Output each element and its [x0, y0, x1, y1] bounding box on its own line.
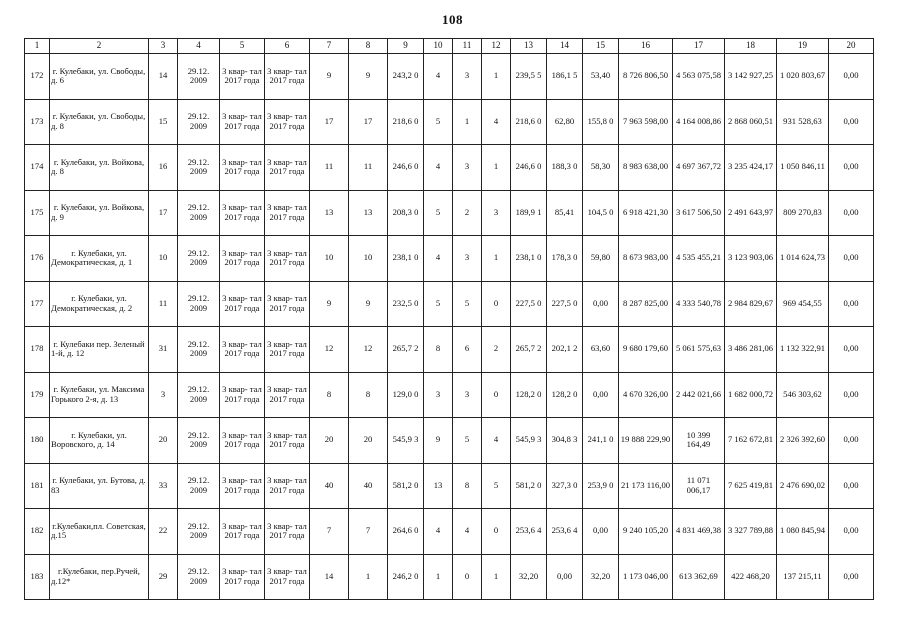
cell-n: 175: [25, 190, 50, 236]
cell-c11: 2: [453, 190, 482, 236]
cell-c17: 4 333 540,78: [673, 281, 725, 327]
cell-c19: 969 454,55: [777, 281, 829, 327]
cell-c13: 227,5 0: [511, 281, 547, 327]
cell-c3: 10: [149, 236, 178, 282]
cell-c17: 4 831 469,38: [673, 509, 725, 555]
cell-c13: 545,9 3: [511, 418, 547, 464]
cell-q1: 3 квар- тал 2017 года: [220, 554, 265, 600]
cell-c9: 232,5 0: [388, 281, 424, 327]
column-header-3: 3: [149, 39, 178, 54]
cell-c14: 327,3 0: [547, 463, 583, 509]
cell-n: 178: [25, 327, 50, 373]
cell-c8: 9: [349, 54, 388, 100]
cell-c8: 12: [349, 327, 388, 373]
table-row: [25, 372, 874, 418]
cell-c8: 20: [349, 418, 388, 464]
cell-q1: 3 квар- тал 2017 года: [220, 145, 265, 191]
cell-n: 182: [25, 509, 50, 555]
cell-c18: 422 468,20: [725, 554, 777, 600]
table-row: [25, 54, 874, 100]
cell-c20: 0,00: [829, 99, 874, 145]
cell-c14: 62,80: [547, 99, 583, 145]
cell-c18: 3 235 424,17: [725, 145, 777, 191]
cell-c12: 1: [482, 554, 511, 600]
cell-date: 29.12. 2009: [178, 509, 220, 555]
column-header-13: 13: [511, 39, 547, 54]
cell-c17: 613 362,69: [673, 554, 725, 600]
cell-c7: 8: [310, 372, 349, 418]
cell-n: 174: [25, 145, 50, 191]
cell-c14: 253,6 4: [547, 509, 583, 555]
cell-c14: 202,1 2: [547, 327, 583, 373]
cell-address: г. Кулебаки, ул. Войкова, д. 9: [50, 190, 149, 236]
cell-c10: 4: [424, 509, 453, 555]
cell-c7: 9: [310, 54, 349, 100]
table-row: [25, 281, 874, 327]
cell-c18: 2 868 060,51: [725, 99, 777, 145]
cell-n: 176: [25, 236, 50, 282]
cell-c18: 3 327 789,88: [725, 509, 777, 555]
cell-c18: 2 491 643,97: [725, 190, 777, 236]
table-row: [25, 327, 874, 373]
cell-c13: 265,7 2: [511, 327, 547, 373]
cell-c16: 8 726 806,50: [619, 54, 673, 100]
table-row: [25, 418, 874, 464]
cell-c10: 5: [424, 190, 453, 236]
cell-c11: 5: [453, 281, 482, 327]
column-header-18: 18: [725, 39, 777, 54]
cell-c8: 40: [349, 463, 388, 509]
cell-c9: 265,7 2: [388, 327, 424, 373]
cell-q2: 3 квар- тал 2017 года: [265, 372, 310, 418]
cell-c18: 7 625 419,81: [725, 463, 777, 509]
cell-c12: 5: [482, 463, 511, 509]
cell-q1: 3 квар- тал 2017 года: [220, 54, 265, 100]
cell-q2: 3 квар- тал 2017 года: [265, 327, 310, 373]
cell-c15: 253,9 0: [583, 463, 619, 509]
cell-c7: 9: [310, 281, 349, 327]
cell-c13: 32,20: [511, 554, 547, 600]
cell-address: г. Кулебаки, ул. Максима Горького 2-я, д. 13: [50, 372, 149, 418]
cell-address: г. Кулебаки, ул. Свободы, д. 8: [50, 99, 149, 145]
cell-c13: 238,1 0: [511, 236, 547, 282]
cell-c16: 8 983 638,00: [619, 145, 673, 191]
cell-c20: 0,00: [829, 190, 874, 236]
column-header-17: 17: [673, 39, 725, 54]
cell-c19: 1 014 624,73: [777, 236, 829, 282]
cell-address: г. Кулебаки, ул. Войкова, д. 8: [50, 145, 149, 191]
cell-c14: 186,1 5: [547, 54, 583, 100]
cell-c12: 2: [482, 327, 511, 373]
cell-c9: 246,6 0: [388, 145, 424, 191]
cell-c8: 17: [349, 99, 388, 145]
column-header-14: 14: [547, 39, 583, 54]
cell-c18: 1 682 000,72: [725, 372, 777, 418]
cell-q1: 3 квар- тал 2017 года: [220, 236, 265, 282]
cell-c11: 3: [453, 54, 482, 100]
column-header-9: 9: [388, 39, 424, 54]
cell-c16: 4 670 326,00: [619, 372, 673, 418]
cell-c10: 4: [424, 145, 453, 191]
cell-address: г.Кулебаки,пл. Советская, д.15: [50, 509, 149, 555]
table-row: [25, 145, 874, 191]
cell-q1: 3 квар- тал 2017 года: [220, 327, 265, 373]
cell-c9: 238,1 0: [388, 236, 424, 282]
cell-c8: 9: [349, 281, 388, 327]
cell-c15: 155,8 0: [583, 99, 619, 145]
page-number: 108: [442, 12, 463, 27]
cell-c20: 0,00: [829, 463, 874, 509]
column-header-1: 1: [25, 39, 50, 54]
table-row: [25, 190, 874, 236]
cell-c10: 3: [424, 372, 453, 418]
cell-c10: 5: [424, 281, 453, 327]
cell-q2: 3 квар- тал 2017 года: [265, 554, 310, 600]
cell-c11: 0: [453, 554, 482, 600]
cell-c8: 10: [349, 236, 388, 282]
cell-date: 29.12. 2009: [178, 463, 220, 509]
cell-c9: 208,3 0: [388, 190, 424, 236]
cell-c16: 7 963 598,00: [619, 99, 673, 145]
cell-c17: 4 697 367,72: [673, 145, 725, 191]
cell-c8: 7: [349, 509, 388, 555]
cell-c19: 137 215,11: [777, 554, 829, 600]
cell-c11: 6: [453, 327, 482, 373]
column-header-19: 19: [777, 39, 829, 54]
cell-n: 181: [25, 463, 50, 509]
cell-c7: 17: [310, 99, 349, 145]
cell-c14: 128,2 0: [547, 372, 583, 418]
cell-c3: 22: [149, 509, 178, 555]
cell-c13: 253,6 4: [511, 509, 547, 555]
cell-date: 29.12. 2009: [178, 145, 220, 191]
cell-n: 183: [25, 554, 50, 600]
cell-c10: 1: [424, 554, 453, 600]
cell-c20: 0,00: [829, 418, 874, 464]
cell-c14: 227,5 0: [547, 281, 583, 327]
cell-c7: 14: [310, 554, 349, 600]
cell-c16: 21 173 116,00: [619, 463, 673, 509]
cell-q1: 3 квар- тал 2017 года: [220, 281, 265, 327]
cell-q1: 3 квар- тал 2017 года: [220, 509, 265, 555]
cell-c17: 5 061 575,63: [673, 327, 725, 373]
column-header-8: 8: [349, 39, 388, 54]
cell-c16: 9 240 105,20: [619, 509, 673, 555]
cell-c11: 3: [453, 236, 482, 282]
cell-address: г. Кулебаки, ул. Воровского, д. 14: [50, 418, 149, 464]
cell-c17: 4 164 008,86: [673, 99, 725, 145]
cell-c12: 4: [482, 418, 511, 464]
cell-c7: 40: [310, 463, 349, 509]
cell-c7: 20: [310, 418, 349, 464]
cell-address: г. Кулебаки пер. Зеленый 1-й, д. 12: [50, 327, 149, 373]
cell-c14: 0,00: [547, 554, 583, 600]
cell-q1: 3 квар- тал 2017 года: [220, 418, 265, 464]
cell-n: 180: [25, 418, 50, 464]
cell-q1: 3 квар- тал 2017 года: [220, 372, 265, 418]
table-row: [25, 463, 874, 509]
cell-c3: 16: [149, 145, 178, 191]
cell-c20: 0,00: [829, 281, 874, 327]
cell-c8: 11: [349, 145, 388, 191]
cell-c19: 1 132 322,91: [777, 327, 829, 373]
cell-c17: 4 563 075,58: [673, 54, 725, 100]
cell-address: г. Кулебаки, ул. Демократическая, д. 1: [50, 236, 149, 282]
cell-c20: 0,00: [829, 372, 874, 418]
housing-register-table: [24, 38, 874, 600]
cell-q2: 3 квар- тал 2017 года: [265, 509, 310, 555]
cell-c12: 0: [482, 509, 511, 555]
cell-c20: 0,00: [829, 327, 874, 373]
cell-c3: 3: [149, 372, 178, 418]
cell-c15: 104,5 0: [583, 190, 619, 236]
cell-c11: 8: [453, 463, 482, 509]
cell-c15: 53,40: [583, 54, 619, 100]
cell-c7: 12: [310, 327, 349, 373]
column-header-2: 2: [50, 39, 149, 54]
cell-q2: 3 квар- тал 2017 года: [265, 54, 310, 100]
cell-c3: 29: [149, 554, 178, 600]
cell-c17: 2 442 021,66: [673, 372, 725, 418]
cell-c14: 178,3 0: [547, 236, 583, 282]
cell-c9: 243,2 0: [388, 54, 424, 100]
cell-c15: 59,80: [583, 236, 619, 282]
cell-c20: 0,00: [829, 54, 874, 100]
cell-c10: 4: [424, 236, 453, 282]
cell-c3: 15: [149, 99, 178, 145]
cell-c19: 2 476 690,02: [777, 463, 829, 509]
cell-c10: 8: [424, 327, 453, 373]
cell-c15: 241,1 0: [583, 418, 619, 464]
cell-c20: 0,00: [829, 145, 874, 191]
column-header-12: 12: [482, 39, 511, 54]
cell-c18: 7 162 672,81: [725, 418, 777, 464]
cell-c17: 11 071 006,17: [673, 463, 725, 509]
cell-c3: 17: [149, 190, 178, 236]
cell-c3: 33: [149, 463, 178, 509]
cell-c12: 4: [482, 99, 511, 145]
cell-address: г. Кулебаки, ул. Демократическая, д. 2: [50, 281, 149, 327]
cell-c19: 1 080 845,94: [777, 509, 829, 555]
table-row: [25, 236, 874, 282]
cell-q2: 3 квар- тал 2017 года: [265, 463, 310, 509]
cell-c12: 1: [482, 145, 511, 191]
cell-c3: 31: [149, 327, 178, 373]
cell-c16: 19 888 229,90: [619, 418, 673, 464]
column-header-15: 15: [583, 39, 619, 54]
cell-c19: 546 303,62: [777, 372, 829, 418]
cell-c9: 129,0 0: [388, 372, 424, 418]
cell-c8: 8: [349, 372, 388, 418]
cell-c12: 1: [482, 54, 511, 100]
cell-date: 29.12. 2009: [178, 554, 220, 600]
cell-n: 179: [25, 372, 50, 418]
cell-c8: 1: [349, 554, 388, 600]
cell-address: г. Кулебаки, ул. Свободы, д. 6: [50, 54, 149, 100]
column-header-5: 5: [220, 39, 265, 54]
cell-n: 173: [25, 99, 50, 145]
cell-c11: 1: [453, 99, 482, 145]
cell-q1: 3 квар- тал 2017 года: [220, 99, 265, 145]
cell-address: г. Кулебаки, ул. Бутова, д. 83: [50, 463, 149, 509]
cell-c10: 4: [424, 54, 453, 100]
cell-c10: 9: [424, 418, 453, 464]
cell-c3: 14: [149, 54, 178, 100]
cell-c13: 581,2 0: [511, 463, 547, 509]
cell-c15: 32,20: [583, 554, 619, 600]
cell-q2: 3 квар- тал 2017 года: [265, 236, 310, 282]
cell-date: 29.12. 2009: [178, 190, 220, 236]
cell-q1: 3 квар- тал 2017 года: [220, 463, 265, 509]
cell-c15: 58,30: [583, 145, 619, 191]
cell-q2: 3 квар- тал 2017 года: [265, 418, 310, 464]
cell-c17: 3 617 506,50: [673, 190, 725, 236]
column-header-6: 6: [265, 39, 310, 54]
cell-q1: 3 квар- тал 2017 года: [220, 190, 265, 236]
cell-c11: 4: [453, 509, 482, 555]
cell-c13: 218,6 0: [511, 99, 547, 145]
cell-q2: 3 квар- тал 2017 года: [265, 281, 310, 327]
cell-c16: 8 673 983,00: [619, 236, 673, 282]
cell-date: 29.12. 2009: [178, 54, 220, 100]
cell-c7: 10: [310, 236, 349, 282]
cell-c18: 3 486 281,06: [725, 327, 777, 373]
column-header-7: 7: [310, 39, 349, 54]
cell-date: 29.12. 2009: [178, 236, 220, 282]
cell-c12: 0: [482, 281, 511, 327]
cell-q2: 3 квар- тал 2017 года: [265, 190, 310, 236]
cell-q2: 3 квар- тал 2017 года: [265, 99, 310, 145]
cell-c17: 10 399 164,49: [673, 418, 725, 464]
cell-c12: 3: [482, 190, 511, 236]
cell-c15: 0,00: [583, 281, 619, 327]
cell-address: г.Кулебаки, пер.Ручей, д.12*: [50, 554, 149, 600]
table-row: [25, 554, 874, 600]
column-header-16: 16: [619, 39, 673, 54]
cell-c14: 188,3 0: [547, 145, 583, 191]
cell-c3: 20: [149, 418, 178, 464]
cell-c20: 0,00: [829, 554, 874, 600]
cell-c14: 85,41: [547, 190, 583, 236]
cell-c15: 63,60: [583, 327, 619, 373]
cell-c8: 13: [349, 190, 388, 236]
cell-c7: 13: [310, 190, 349, 236]
cell-c20: 0,00: [829, 236, 874, 282]
header-row: [25, 39, 874, 54]
cell-c16: 1 173 046,00: [619, 554, 673, 600]
cell-c7: 7: [310, 509, 349, 555]
cell-n: 172: [25, 54, 50, 100]
cell-c3: 11: [149, 281, 178, 327]
cell-c13: 128,2 0: [511, 372, 547, 418]
cell-c19: 809 270,83: [777, 190, 829, 236]
column-header-20: 20: [829, 39, 874, 54]
cell-c9: 218,6 0: [388, 99, 424, 145]
cell-c15: 0,00: [583, 509, 619, 555]
cell-c17: 4 535 455,21: [673, 236, 725, 282]
table-header: [25, 39, 874, 54]
cell-c11: 3: [453, 372, 482, 418]
cell-c9: 264,6 0: [388, 509, 424, 555]
column-header-10: 10: [424, 39, 453, 54]
column-header-4: 4: [178, 39, 220, 54]
cell-c11: 3: [453, 145, 482, 191]
cell-date: 29.12. 2009: [178, 372, 220, 418]
cell-c20: 0,00: [829, 509, 874, 555]
column-header-11: 11: [453, 39, 482, 54]
cell-c15: 0,00: [583, 372, 619, 418]
cell-c13: 239,5 5: [511, 54, 547, 100]
cell-c13: 246,6 0: [511, 145, 547, 191]
cell-c18: 2 984 829,67: [725, 281, 777, 327]
cell-c12: 1: [482, 236, 511, 282]
cell-c7: 11: [310, 145, 349, 191]
cell-c18: 3 142 927,25: [725, 54, 777, 100]
cell-c11: 5: [453, 418, 482, 464]
cell-c19: 1 020 803,67: [777, 54, 829, 100]
cell-c16: 9 680 179,60: [619, 327, 673, 373]
cell-c10: 5: [424, 99, 453, 145]
cell-c10: 13: [424, 463, 453, 509]
cell-c19: 2 326 392,60: [777, 418, 829, 464]
cell-c14: 304,8 3: [547, 418, 583, 464]
cell-c16: 8 287 825,00: [619, 281, 673, 327]
cell-date: 29.12. 2009: [178, 418, 220, 464]
cell-c13: 189,9 1: [511, 190, 547, 236]
cell-c12: 0: [482, 372, 511, 418]
cell-q2: 3 квар- тал 2017 года: [265, 145, 310, 191]
cell-c19: 931 528,63: [777, 99, 829, 145]
cell-c16: 6 918 421,30: [619, 190, 673, 236]
cell-c9: 246,2 0: [388, 554, 424, 600]
table-row: [25, 99, 874, 145]
table-row: [25, 509, 874, 555]
cell-c18: 3 123 903,06: [725, 236, 777, 282]
cell-n: 177: [25, 281, 50, 327]
cell-date: 29.12. 2009: [178, 281, 220, 327]
table-body: [25, 54, 874, 600]
cell-date: 29.12. 2009: [178, 99, 220, 145]
cell-c9: 581,2 0: [388, 463, 424, 509]
cell-c19: 1 050 846,11: [777, 145, 829, 191]
cell-date: 29.12. 2009: [178, 327, 220, 373]
cell-c9: 545,9 3: [388, 418, 424, 464]
